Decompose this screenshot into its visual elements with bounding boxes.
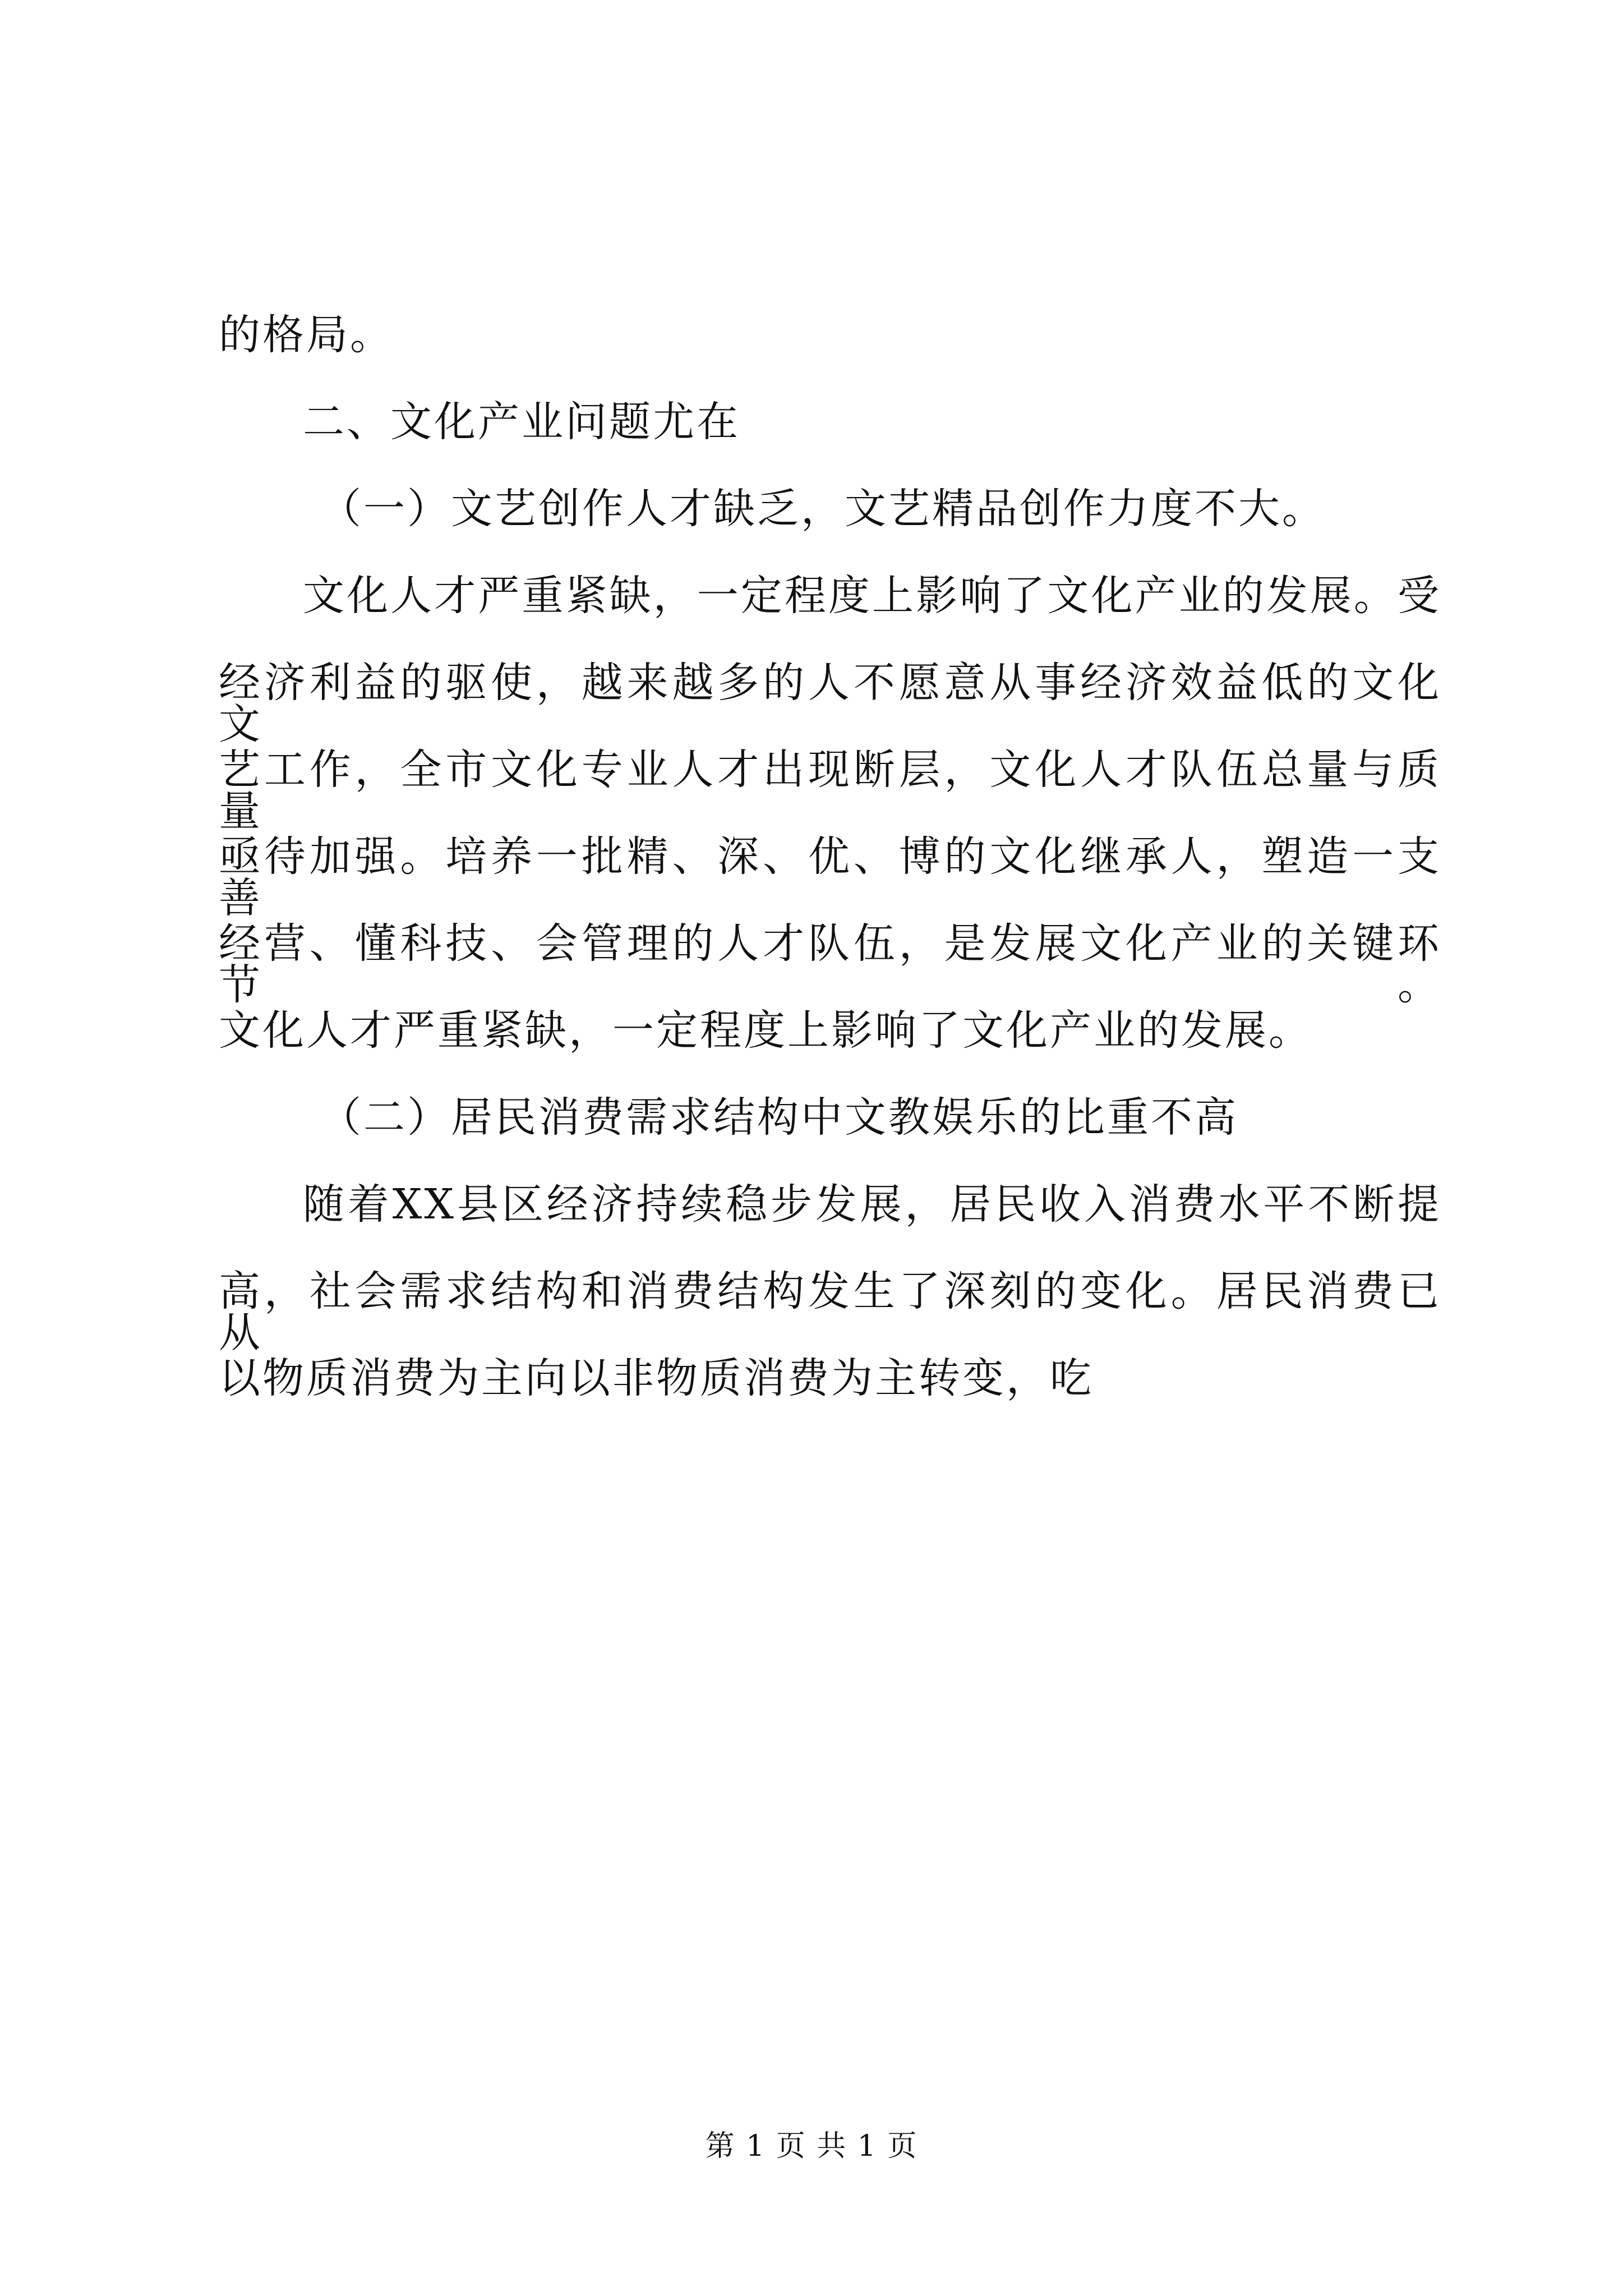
paragraph-1-line-6: 文化人才严重紧缺，一定程度上影响了文化产业的发展。 — [219, 1006, 1312, 1055]
paragraph-1-line-4: 亟待加强。培养一批精、深、优、博的文化继承人，塑造一支善 — [219, 832, 1441, 922]
paragraph-1-line-2: 经济利益的驱使，越来越多的人不愿意从事经济效益低的文化文 — [219, 659, 1441, 748]
paragraph-2-line-2: 高，社会需求结构和消费结构发生了深刻的变化。居民消费已从 — [219, 1267, 1441, 1357]
section-heading-2: 二、文化产业问题尤在 — [303, 398, 740, 446]
paragraph-1-line-1: 文化人才严重紧缺，一定程度上影响了文化产业的发展。受 — [303, 572, 1441, 620]
page-footer: 第 1 页 共 1 页 — [705, 2129, 918, 2163]
paragraph-2-line-3: 以物质消费为主向以非物质消费为主转变，吃 — [219, 1354, 1094, 1402]
subsection-heading-1: （一）文艺创作人才缺乏，文艺精品创作力度不大。 — [320, 485, 1326, 533]
paragraph-2-line-1: 随着XX县区经济持续稳步发展，居民收入消费水平不断提 — [303, 1180, 1441, 1228]
paragraph-1-line-5: 经营、懂科技、会管理的人才队伍，是发展文化产业的关键环节。 — [219, 919, 1441, 1009]
paragraph-1-line-3: 艺工作，全市文化专业人才出现断层，文化人才队伍总量与质量 — [219, 746, 1441, 835]
text-line-1: 的格局。 — [219, 311, 394, 359]
subsection-heading-2: （二）居民消费需求结构中文教娱乐的比重不高 — [320, 1093, 1238, 1142]
